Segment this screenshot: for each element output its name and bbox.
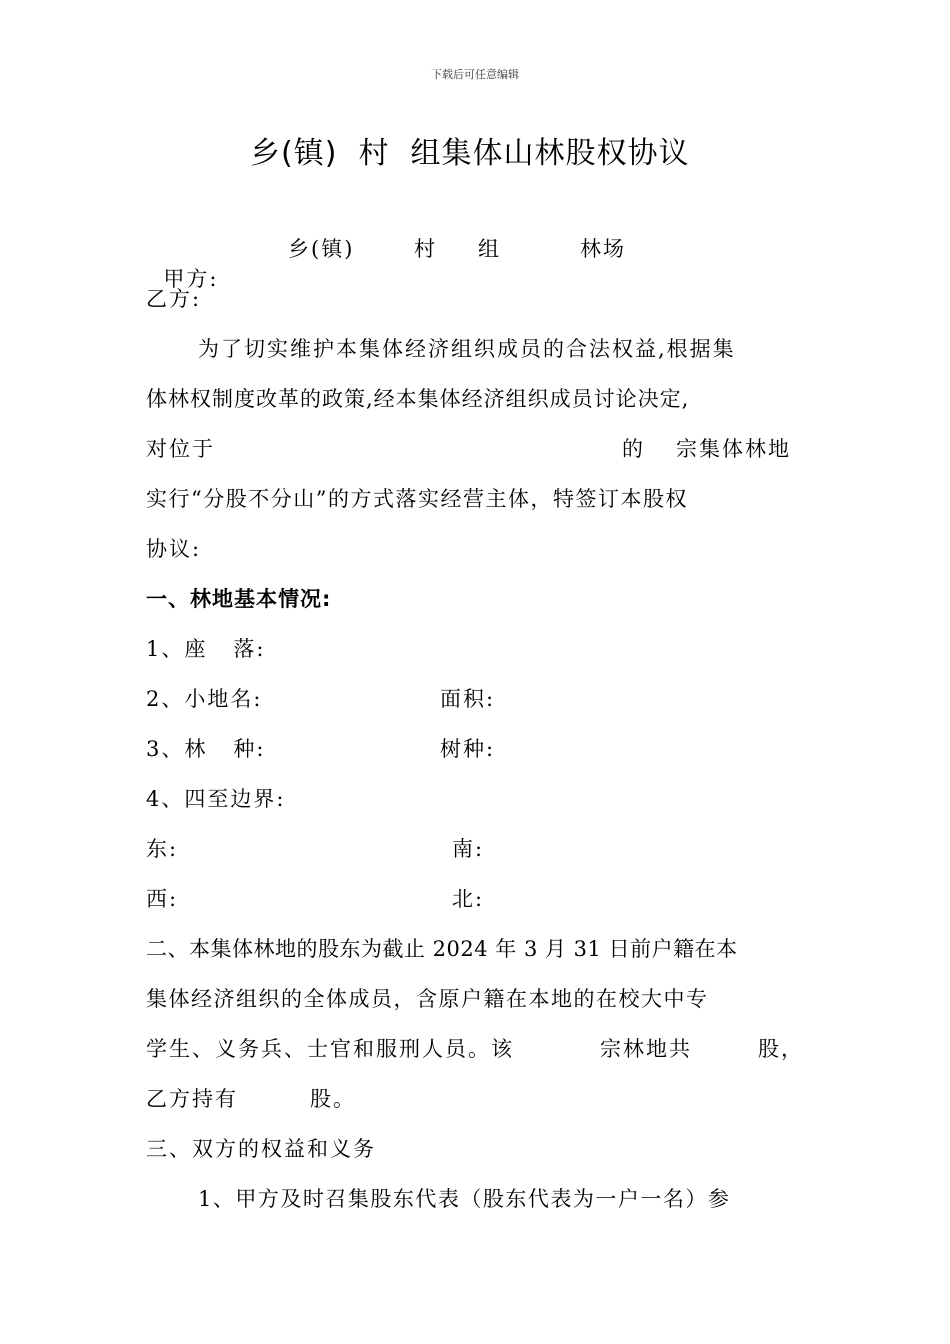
section2-shares-unit: 股， <box>758 1037 804 1061</box>
intro-line-1: 为了切实维护本集体经济组织成员的合法权益,根据集 <box>198 337 736 361</box>
section1-heading: 一、林地基本情况: <box>146 587 332 611</box>
section3-item-1: 1、甲方及时召集股东代表（股东代表为一户一名）参 <box>198 1187 731 1211</box>
section2-party-b-shares: 股。 <box>310 1087 356 1111</box>
east-label: 东: <box>146 837 179 861</box>
south-label: 南: <box>452 837 485 861</box>
intro-line-3-de: 的 <box>622 437 645 461</box>
intro-line-3-parcels: 宗集体林地 <box>676 437 791 461</box>
forest-type-label: 3、林 种: <box>146 737 266 761</box>
party-b-label: 乙方: <box>146 287 202 311</box>
intro-line-3: 对位于 <box>146 437 215 461</box>
section3-heading: 三、双方的权益和义务 <box>146 1137 376 1161</box>
north-label: 北: <box>452 887 485 911</box>
party-a-township: 乡(镇) <box>288 237 355 261</box>
section2-line-2: 集体经济组织的全体成员，含原户籍在本地的在校大中专 <box>146 987 709 1011</box>
section2-line-3: 学生、义务兵、士官和服刑人员。该 <box>146 1037 514 1061</box>
tree-species-label: 树种: <box>440 737 496 761</box>
section2-total-shares: 宗林地共 <box>600 1037 692 1061</box>
party-a-group: 组 <box>478 237 501 261</box>
header-note: 下载后可任意编辑 <box>431 68 519 81</box>
place-name-label: 2、小地名: <box>146 687 263 711</box>
party-a-forest-farm: 林场 <box>580 237 626 261</box>
party-a-label: 甲方: <box>163 267 219 291</box>
intro-line-4: 实行“分股不分山”的方式落实经营主体，特签订本股权 <box>146 487 688 511</box>
boundaries-label: 4、四至边界: <box>146 787 286 811</box>
document-title: 乡(镇) 村 组集体山林股权协议 <box>250 136 690 171</box>
party-a-village: 村 <box>414 237 437 261</box>
area-label: 面积: <box>440 687 496 711</box>
intro-line-5: 协议: <box>146 537 202 561</box>
section2-line-1: 二、本集体林地的股东为截止 2024 年 3 月 31 日前户籍在本 <box>146 937 738 961</box>
intro-line-2: 体林权制度改革的政策,经本集体经济组织成员讨论决定, <box>146 387 690 411</box>
location-label: 1、座 落: <box>146 637 266 661</box>
section2-line-4: 乙方持有 <box>146 1087 238 1111</box>
west-label: 西: <box>146 887 179 911</box>
